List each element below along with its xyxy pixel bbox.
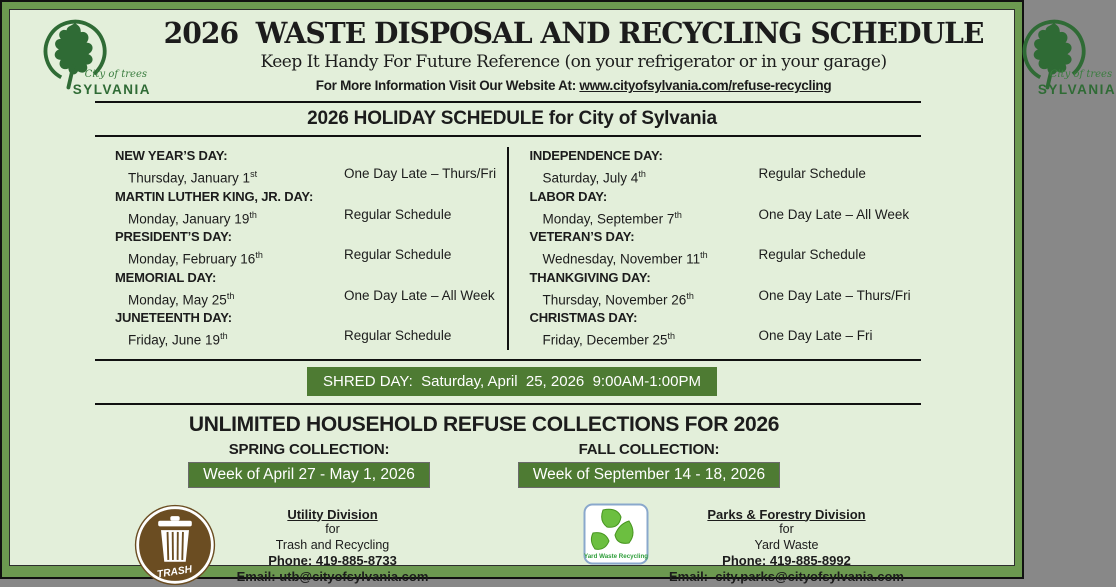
spring-collection-label: SPRING COLLECTION: xyxy=(149,441,469,458)
logo-script-text: City of trees xyxy=(1050,69,1112,80)
holiday-schedule-status: Regular Schedule xyxy=(344,246,507,269)
holiday-name: THANKGIVING DAY: xyxy=(530,269,922,287)
holiday-date: Friday, December 25th xyxy=(543,327,759,350)
holiday-date: Monday, February 16th xyxy=(128,246,344,269)
page-title: 2026 WASTE DISPOSAL AND RECYCLING SCHEDULE xyxy=(164,17,984,49)
holiday-entry xyxy=(115,147,507,188)
holiday-schedule-status: Regular Schedule xyxy=(344,206,507,229)
holiday-entry xyxy=(530,269,922,310)
utility-division-title: Utility Division xyxy=(237,507,429,523)
utility-service: Trash and Recycling xyxy=(237,538,429,554)
website-link[interactable]: www.cityofsylvania.com/refuse-recycling xyxy=(579,78,831,93)
logo-city-name: SYLVANIA xyxy=(1038,82,1116,97)
holiday-date: Thursday, November 26th xyxy=(543,287,759,310)
holiday-schedule-status: One Day Late – All Week xyxy=(344,287,507,310)
info-line xyxy=(151,78,996,93)
holiday-name: LABOR DAY: xyxy=(530,188,922,206)
holiday-schedule-status: One Day Late – Thurs/Fri xyxy=(344,165,507,188)
logo-script-text: City of trees xyxy=(85,69,147,80)
shred-day-banner: SHRED DAY: Saturday, April 25, 2026 9:00AM-1:00PM xyxy=(307,367,717,396)
parks-forestry-title: Parks & Forestry Division xyxy=(669,507,904,523)
holiday-date: Thursday, January 1st xyxy=(128,165,344,188)
parks-email: Email: city.parks@cityofsylvania.com xyxy=(669,569,904,585)
header xyxy=(9,9,1015,101)
holiday-schedule-status: Regular Schedule xyxy=(759,165,922,188)
flyer-frame xyxy=(2,2,1022,577)
holiday-entry xyxy=(115,188,507,229)
parks-service: Yard Waste xyxy=(669,538,904,554)
holiday-date: Saturday, July 4th xyxy=(543,165,759,188)
fall-collection-label: FALL COLLECTION: xyxy=(489,441,809,458)
trash-badge-label: TRASH xyxy=(156,564,193,580)
header-titles xyxy=(151,15,996,93)
utility-division-info xyxy=(237,503,429,585)
parks-forestry-block xyxy=(512,501,975,587)
holiday-name: MARTIN LUTHER KING, JR. DAY: xyxy=(115,188,507,206)
holiday-entry xyxy=(530,228,922,269)
fall-week-badge: Week of September 14 - 18, 2026 xyxy=(518,462,780,488)
holiday-column-right xyxy=(509,147,922,350)
holiday-name: CHRISTMAS DAY: xyxy=(530,309,922,327)
parks-for-text: for xyxy=(669,522,904,538)
parks-phone: Phone: 419-885-8992 xyxy=(669,553,904,569)
holiday-schedule-status: One Day Late – Thurs/Fri xyxy=(759,287,922,310)
holiday-entry xyxy=(115,228,507,269)
holiday-schedule-status: Regular Schedule xyxy=(759,246,922,269)
parks-forestry-info xyxy=(669,503,904,585)
utility-email: Email: utb@cityofsylvania.com xyxy=(237,569,429,585)
divider xyxy=(95,101,921,103)
holiday-schedule-status: One Day Late – All Week xyxy=(759,206,922,229)
collections-title: UNLIMITED HOUSEHOLD REFUSE COLLECTIONS FOR 2026 xyxy=(9,413,959,437)
divider xyxy=(95,403,921,405)
holiday-section-title: 2026 HOLIDAY SCHEDULE for City of Sylvania xyxy=(9,108,1015,130)
holiday-date: Monday, January 19th xyxy=(128,206,344,229)
page-subtitle: Keep It Handy For Future Reference (on your refrigerator or in your garage) xyxy=(151,51,996,73)
holiday-name: JUNETEENTH DAY: xyxy=(115,309,507,327)
holiday-schedule xyxy=(95,137,921,359)
logo-city-name: SYLVANIA xyxy=(73,82,151,97)
yard-waste-badge-label: Yard Waste Recycling xyxy=(584,553,648,560)
holiday-column-left xyxy=(95,147,507,350)
collections-section xyxy=(9,441,1015,497)
sylvania-logo-right xyxy=(996,15,1116,97)
holiday-name: VETERAN’S DAY: xyxy=(530,228,922,246)
holiday-entry xyxy=(115,269,507,310)
footer xyxy=(49,501,975,587)
holiday-entry xyxy=(530,309,922,350)
holiday-date: Wednesday, November 11th xyxy=(543,246,759,269)
fall-collection xyxy=(489,441,809,488)
holiday-date: Monday, September 7th xyxy=(543,206,759,229)
holiday-name: PRESIDENT’S DAY: xyxy=(115,228,507,246)
holiday-name: MEMORIAL DAY: xyxy=(115,269,507,287)
holiday-name: NEW YEAR’S DAY: xyxy=(115,147,507,165)
holiday-entry xyxy=(530,188,922,229)
holiday-date: Friday, June 19th xyxy=(128,327,344,350)
spring-collection xyxy=(149,441,469,488)
yard-waste-recycling-icon xyxy=(583,503,649,565)
holiday-name: INDEPENDENCE DAY: xyxy=(530,147,922,165)
shred-day-row xyxy=(9,361,1015,403)
utility-division-block xyxy=(49,501,512,587)
sylvania-logo-left xyxy=(31,15,151,97)
spring-week-badge: Week of April 27 - May 1, 2026 xyxy=(188,462,430,488)
trash-icon xyxy=(133,503,217,587)
utility-phone: Phone: 419-885-8733 xyxy=(237,553,429,569)
holiday-date: Monday, May 25th xyxy=(128,287,344,310)
holiday-entry xyxy=(530,147,922,188)
holiday-schedule-status: One Day Late – Fri xyxy=(759,327,922,350)
holiday-schedule-status: Regular Schedule xyxy=(344,327,507,350)
utility-for-text: for xyxy=(237,522,429,538)
info-prefix: For More Information Visit Our Website At: xyxy=(316,78,580,93)
holiday-entry xyxy=(115,309,507,350)
